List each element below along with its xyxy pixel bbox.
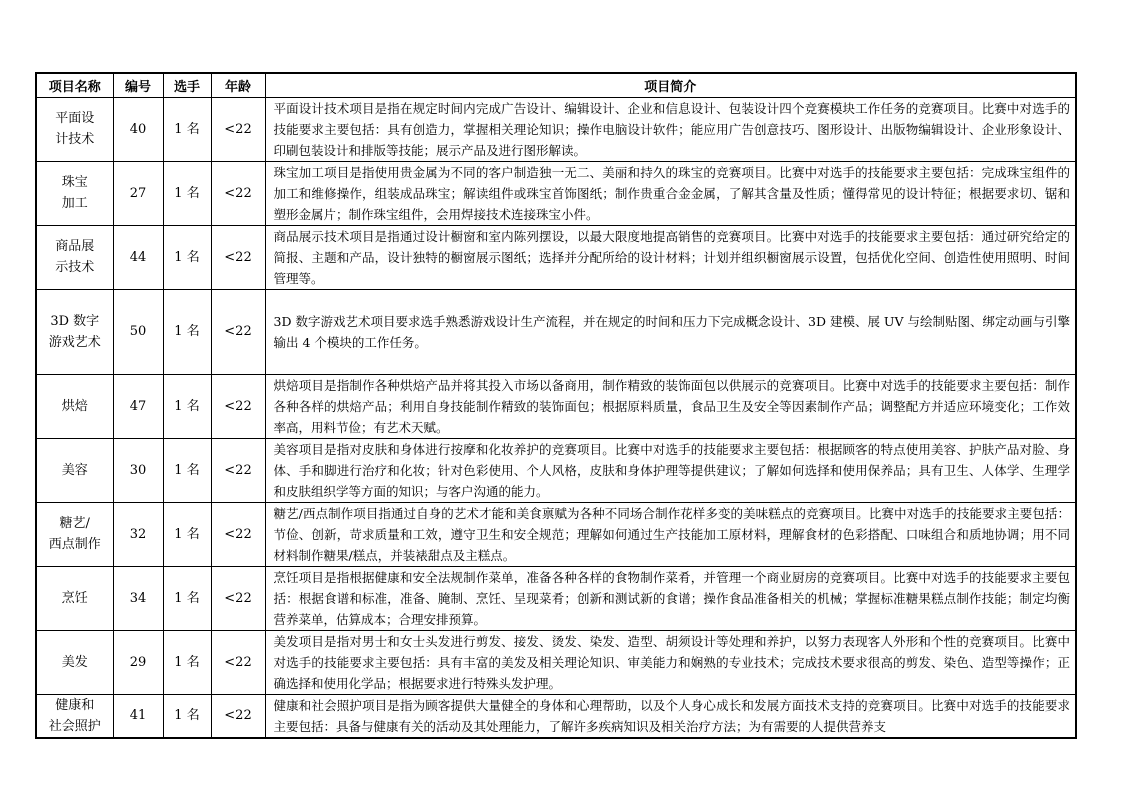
project-description-cell	[265, 502, 1076, 566]
project-description-cell	[265, 374, 1076, 438]
table-body	[36, 97, 1076, 738]
description-text: 商品展示技术项目是指通过设计橱窗和室内陈列摆设，以最大限度地提高销售的竞赛项目。比赛中对选手的技能要求主要包括：通过研究给定的简报、主题和产品，设计独特的橱窗展示图纸；选择并分配所给的设计材料；计划并组织橱窗展示设置，包括优化空间、创造性使用照明、时间管理等。	[273, 228, 1070, 286]
description-text: 烹饪项目是指根据健康和安全法规制作菜单，准备各种各样的食物制作菜肴，并管理一个商业厨房的竞赛项目。比赛中对选手的技能要求主要包括：根据食谱和标准，准备、腌制、烹饪、呈现菜肴；创新和测试新的食谱；操作食品准备相关的机械；掌握标准糖果糕点制作技能；制定均衡营养菜单，估算成本；合理安排预算。	[273, 569, 1070, 627]
age-limit-cell: <22	[211, 374, 265, 438]
age-limit-cell: <22	[211, 438, 265, 502]
project-name-cell: 3D 数字 游戏艺术	[36, 289, 113, 374]
age-limit-cell: <22	[211, 502, 265, 566]
project-description-cell	[265, 438, 1076, 502]
project-number-cell: 30	[113, 438, 163, 502]
table-row	[36, 97, 1076, 161]
project-number-cell: 50	[113, 289, 163, 374]
description-text: 美容项目是指对皮肤和身体进行按摩和化妆养护的竞赛项目。比赛中对选手的技能要求主要包括：根据顾客的特点使用美容、护肤产品对脸、身体、手和脚进行治疗和化妆；针对色彩使用、个人风格，皮肤和身体护理等提供建议；了解如何选择和使用保养品；具有卫生、人体学、生理学和皮肤组织学等方面的知识；与客户沟通的能力。	[273, 441, 1070, 499]
project-number-cell: 41	[113, 694, 163, 738]
skills-table	[35, 72, 1077, 739]
project-description-cell	[265, 630, 1076, 694]
contestant-count-cell: 1 名	[163, 374, 211, 438]
project-name-cell: 商品展 示技术	[36, 225, 113, 289]
contestant-count-cell: 1 名	[163, 289, 211, 374]
project-description-cell	[265, 97, 1076, 161]
description-text: 3D 数字游戏艺术项目要求选手熟悉游戏设计生产流程，并在规定的时间和压力下完成概念设计、3D 建模、展 UV 与绘制贴图、绑定动画与引擎输出 4 个模块的工作任务。	[273, 313, 1070, 350]
table-row	[36, 374, 1076, 438]
table-row	[36, 502, 1076, 566]
project-description-cell	[265, 225, 1076, 289]
table-row	[36, 630, 1076, 694]
project-name-cell: 平面设 计技术	[36, 97, 113, 161]
project-number-cell: 47	[113, 374, 163, 438]
project-name-cell: 美容	[36, 438, 113, 502]
project-number-cell: 32	[113, 502, 163, 566]
header-name: 项目名称	[36, 73, 113, 97]
project-name-cell: 烘焙	[36, 374, 113, 438]
table-row	[36, 289, 1076, 374]
description-text: 平面设计技术项目是指在规定时间内完成广告设计、编辑设计、企业和信息设计、包装设计四个竞赛模块工作任务的竞赛项目。比赛中对选手的技能要求主要包括：具有创造力，掌握相关理论知识；操作电脑设计软件；能应用广告创意技巧、图形设计、出版物编辑设计、企业形象设计、印刷包装设计和排版等技能；展示产品及进行图形解读。	[273, 100, 1070, 158]
project-name-cell: 糖艺/ 西点制作	[36, 502, 113, 566]
description-text: 健康和社会照护项目是指为顾客提供大量健全的身体和心理帮助，以及个人身心成长和发展方面技术支持的竞赛项目。比赛中对选手的技能要求主要包括：具备与健康有关的活动及其处理能力，了解许多疾病知识及相关治疗方法；为有需要的人提供营养支	[273, 697, 1070, 734]
table-row	[36, 225, 1076, 289]
contestant-count-cell: 1 名	[163, 438, 211, 502]
contestant-count-cell: 1 名	[163, 502, 211, 566]
header-contestant: 选手	[163, 73, 211, 97]
table-row	[36, 694, 1076, 738]
age-limit-cell: <22	[211, 97, 265, 161]
description-text: 糖艺/西点制作项目指通过自身的艺术才能和美食禀赋为各种不同场合制作花样多变的美味糕点的竞赛项目。比赛中对选手的技能要求主要包括：节俭、创新，苛求质量和工效，遵守卫生和安全规范；理解如何通过生产技能加工原材料，理解食材的色彩搭配、口味组合和质地协调；用不同材料制作糖果/糕点，并装裱甜点及主糕点。	[273, 505, 1070, 563]
header-number: 编号	[113, 73, 163, 97]
age-limit-cell: <22	[211, 225, 265, 289]
contestant-count-cell: 1 名	[163, 97, 211, 161]
contestant-count-cell: 1 名	[163, 225, 211, 289]
project-number-cell: 29	[113, 630, 163, 694]
contestant-count-cell: 1 名	[163, 630, 211, 694]
age-limit-cell: <22	[211, 161, 265, 225]
header-age: 年龄	[211, 73, 265, 97]
table-header-row	[36, 73, 1076, 97]
table-row	[36, 438, 1076, 502]
project-number-cell: 44	[113, 225, 163, 289]
project-description-cell	[265, 566, 1076, 630]
description-text: 烘焙项目是指制作各种烘焙产品并将其投入市场以备商用，制作精致的装饰面包以供展示的竞赛项目。比赛中对选手的技能要求主要包括：制作各种各样的烘焙产品；利用自身技能制作精致的装饰面包；根据原料质量，食品卫生及安全等因素制作产品；调整配方并适应环境变化；工作效率高，用料节俭；有艺术天赋。	[273, 377, 1070, 435]
age-limit-cell: <22	[211, 566, 265, 630]
contestant-count-cell: 1 名	[163, 694, 211, 738]
project-description-cell	[265, 694, 1076, 738]
table-row	[36, 161, 1076, 225]
project-number-cell: 34	[113, 566, 163, 630]
project-name-cell: 烹饪	[36, 566, 113, 630]
age-limit-cell: <22	[211, 630, 265, 694]
project-number-cell: 27	[113, 161, 163, 225]
age-limit-cell: <22	[211, 694, 265, 738]
description-text: 美发项目是指对男士和女士头发进行剪发、接发、烫发、染发、造型、胡须设计等处理和养护，以努力表现客人外形和个性的竞赛项目。比赛中对选手的技能要求主要包括：具有丰富的美发及相关理论知识、审美能力和娴熟的专业技术；完成技术要求很高的剪发、染色、造型等操作；正确选择和使用化学品；根据要求进行特殊头发护理。	[273, 633, 1070, 691]
age-limit-cell: <22	[211, 289, 265, 374]
project-description-cell	[265, 161, 1076, 225]
contestant-count-cell: 1 名	[163, 566, 211, 630]
project-name-cell: 健康和 社会照护	[36, 694, 113, 738]
project-number-cell: 40	[113, 97, 163, 161]
description-text: 珠宝加工项目是指使用贵金属为不同的客户制造独一无二、美丽和持久的珠宝的竞赛项目。比赛中对选手的技能要求主要包括：完成珠宝组件的加工和维修操作，组装成品珠宝；解读组件或珠宝首饰图纸；制作贵重合金金属，了解其含量及性质；懂得常见的设计特征；根据要求切、锯和塑形金属片；制作珠宝组件，会用焊接技术连接珠宝小件。	[273, 164, 1070, 222]
project-description-cell	[265, 289, 1076, 374]
project-name-cell: 美发	[36, 630, 113, 694]
project-name-cell: 珠宝 加工	[36, 161, 113, 225]
contestant-count-cell: 1 名	[163, 161, 211, 225]
header-description: 项目简介	[265, 73, 1076, 97]
table-row	[36, 566, 1076, 630]
